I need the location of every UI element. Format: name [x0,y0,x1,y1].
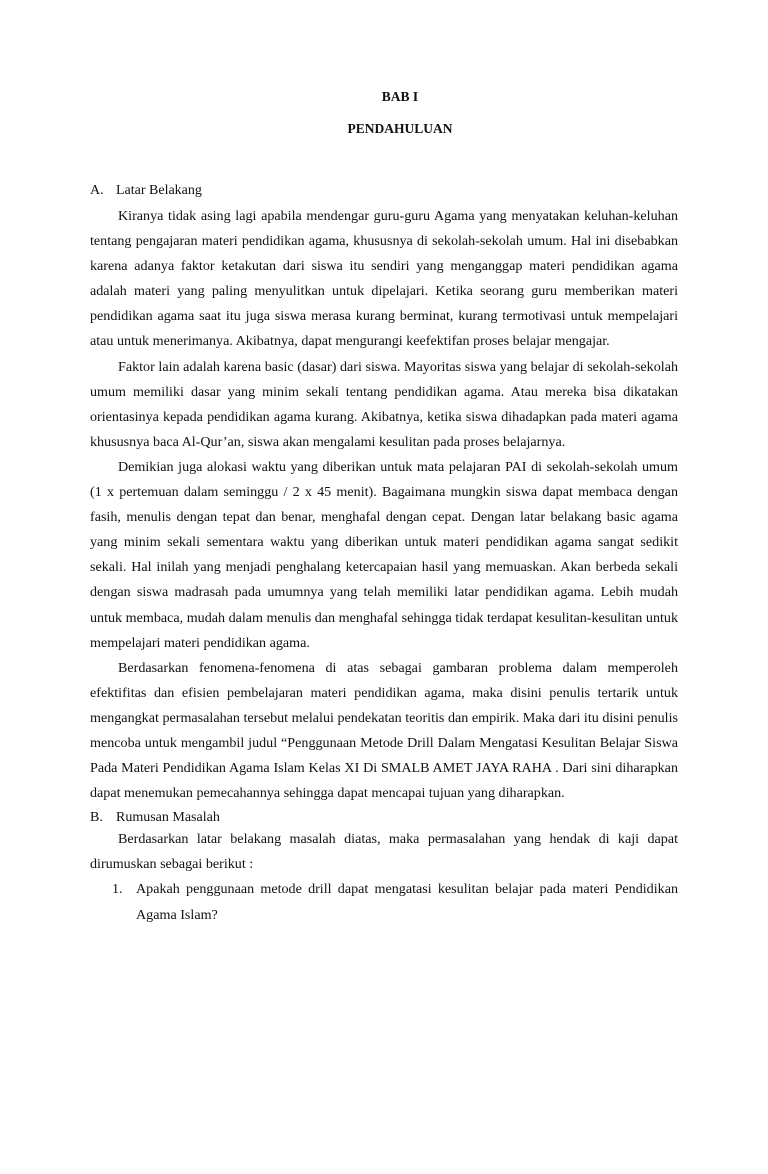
paragraph: Kiranya tidak asing lagi apabila mendengar guru-guru Agama yang menyatakan keluhan-keluhan tentang pengajaran materi pendidikan agama, khususnya di sekolah-sekolah umum. Hal ini disebabkan karena adanya faktor ketakutan dari siswa itu sendiri yang menganggap materi pendidikan agama adalah materi yang paling menyulitkan untuk dipelajari. Ketika seorang guru memberikan materi pendidikan agama saat itu juga siswa merasa kurang berminat, kurang termotivasi untuk mempelajari atau untuk menerimanya. Akibatnya, dapat mengurangi keefektifan proses belajar mengajar. [90,208,678,350]
paragraph: Berdasarkan fenomena-fenomena di atas sebagai gambaran problema dalam memperoleh efektifitas dan efisien pembelajaran materi pendidikan agama, maka disini penulis tertarik untuk mengangkat permasalahan tersebut melalui pendekatan teoritis dan empirik. Maka dari itu disini penulis mencoba untuk mengambil judul “Penggunaan Metode Drill Dalam Mengatasi Kesulitan Belajar Siswa Pada Materi Pendidikan Agama Islam Kelas XI Di SMALB AMET JAYA RAHA . Dari sini diharapkan dapat menemukan pemecahannya sehingga dapat mencapai tujuan yang diharapkan. [90,659,678,802]
chapter-title: PENDAHULUAN [347,121,453,136]
list-item [90,877,678,927]
list-item-number: 1. [112,881,123,898]
section-title: Latar Belakang [116,183,202,198]
section-heading-rumusan-masalah [90,809,678,827]
paragraph: Faktor lain adalah karena basic (dasar) dari siswa. Mayoritas siswa yang belajar di sekolah-sekolah umum memiliki dasar yang minim sekali tentang pendidikan agama. Atau mereka bisa dikatakan orientasinya kepada pendidikan agama kurang. Akibatnya, ketika siswa dihadapkan pada materi agama khususnya baca Al-Qur’an, siswa akan mengalami kesulitan pada proses belajarnya. [90,358,678,450]
paragraph: Demikian juga alokasi waktu yang diberikan untuk mata pelajaran PAI di sekolah-sekolah umum (1 x pertemuan dalam seminggu / 2 x 45 menit). Bagaimana mungkin siswa dapat membaca dengan fasih, menulis dengan tepat dan benar, menghafal dengan cepat. Dengan latar belakang basic agama yang minim sekali sementara waktu yang diberikan untuk materi pendidikan agama sangat sedikit sekali. Hal inilah yang menjadi penghalang ketercapaian hasil yang memuaskan. Akan berbeda sekali dengan siswa madrasah pada umumnya yang telah memiliki latar pendidikan agama. Lebih mudah untuk membaca, mudah dalam menulis dan menghafal sehingga tidak terdapat kesulitan-kesulitan untuk mempelajari materi pendidikan agama. [90,458,678,651]
paragraph: Berdasarkan latar belakang masalah diatas, maka permasalahan yang hendak di kaji dapat dirumuskan sebagai berikut : [90,831,678,873]
list-item-text: Apakah penggunaan metode drill dapat mengatasi kesulitan belajar pada materi Pendidikan Agama Islam? [136,881,678,923]
section-letter: A. [90,183,104,198]
section-title: Rumusan Masalah [116,810,220,826]
document-page [90,88,678,928]
chapter-label: BAB I [381,89,419,104]
section-heading-latar-belakang [90,182,678,200]
section-letter: B. [90,810,103,826]
